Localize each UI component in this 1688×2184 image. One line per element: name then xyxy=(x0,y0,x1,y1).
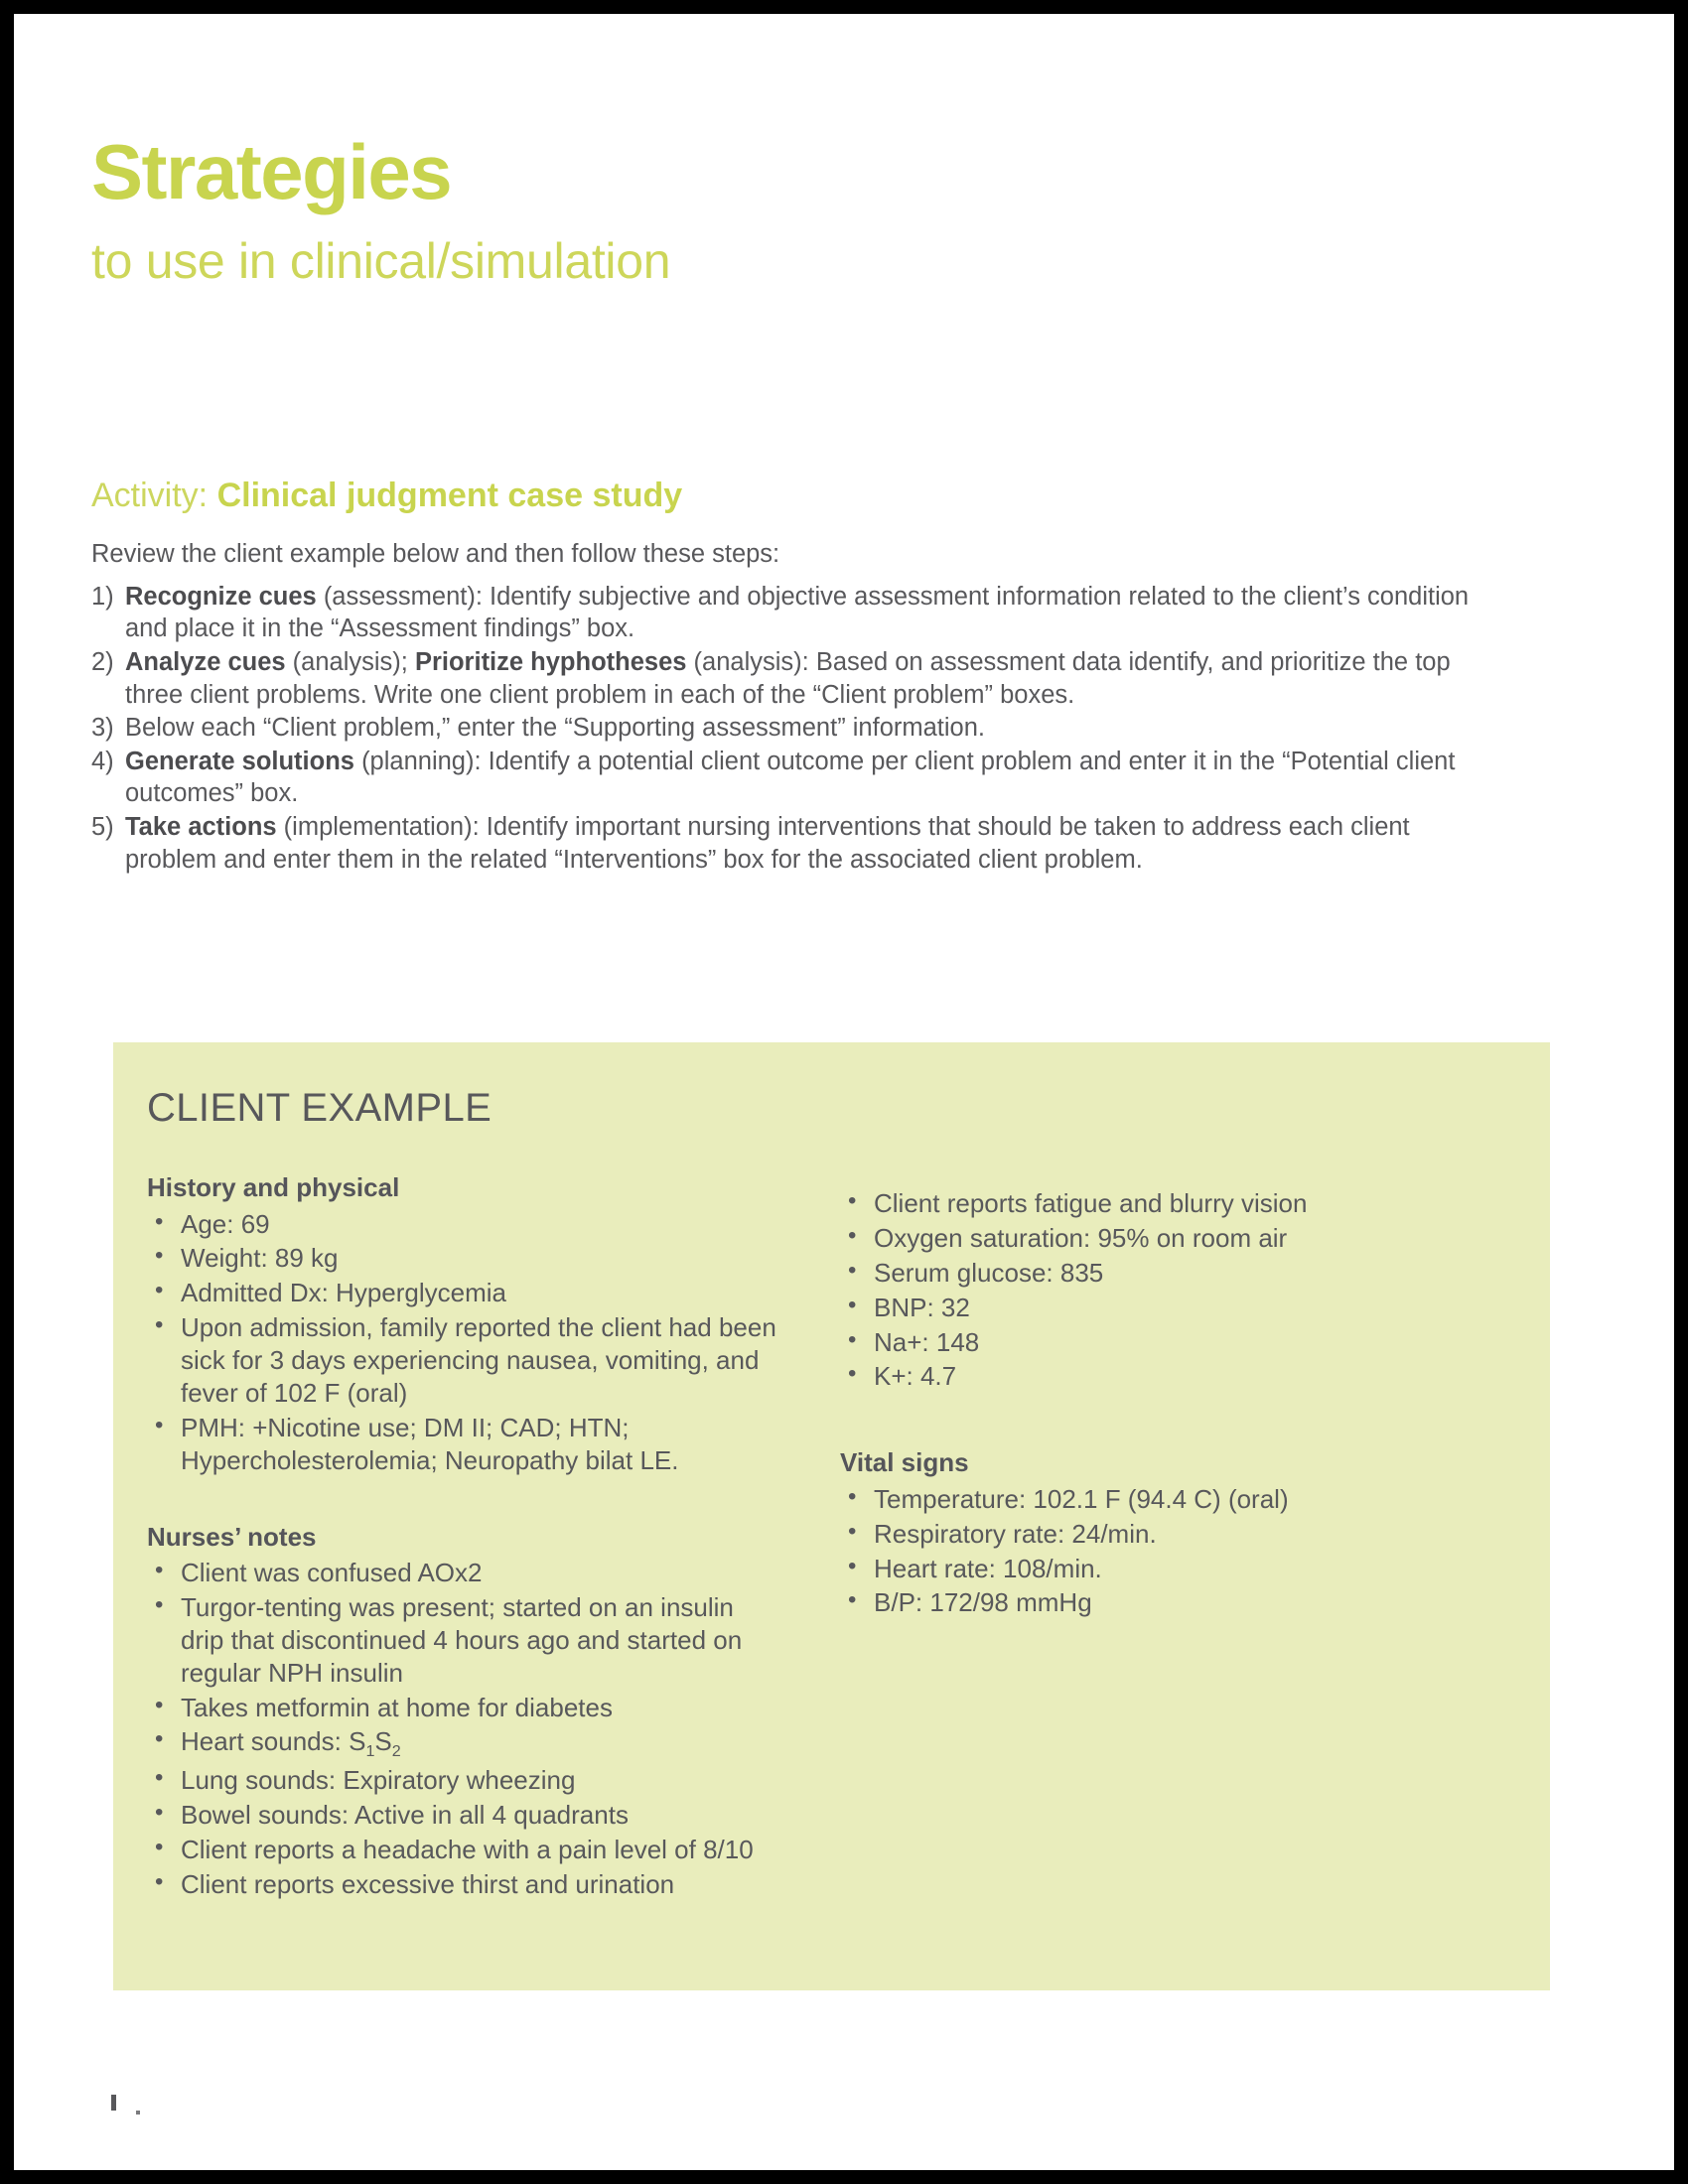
labs-and-findings-list xyxy=(840,1187,1476,1393)
activity-label: Activity: xyxy=(91,477,209,514)
masthead xyxy=(91,128,1481,289)
heart-sounds-mid: S xyxy=(374,1726,392,1757)
list-item: • Client reports fatigue and blurry vision xyxy=(840,1187,1476,1220)
step-bold-lead: Generate solutions xyxy=(125,747,354,775)
page-sheet xyxy=(14,14,1674,2170)
step-bold-lead: Recognize cues xyxy=(125,582,317,611)
step-text xyxy=(125,581,1501,645)
step-bold-lead: Take actions xyxy=(125,813,277,841)
heart-sounds-prefix: Heart sounds: S xyxy=(181,1726,366,1757)
list-item: • Age: 69 xyxy=(147,1208,782,1241)
list-item: • BNP: 32 xyxy=(840,1292,1476,1324)
step-text xyxy=(125,712,1501,745)
client-example-panel xyxy=(113,1042,1550,1990)
step-number: 4) xyxy=(91,747,114,775)
list-item-heart-sounds xyxy=(147,1725,782,1762)
step-bold-lead: Analyze cues xyxy=(125,647,286,676)
history-and-physical-heading: History and physical xyxy=(147,1172,400,1202)
step-number: 1) xyxy=(91,582,114,611)
list-item: • Lung sounds: Expiratory wheezing xyxy=(147,1764,782,1797)
vital-signs-list xyxy=(840,1483,1476,1620)
instruction-step-5 xyxy=(91,811,1501,876)
heart-sounds-sub-2: 2 xyxy=(391,1742,401,1761)
list-item: • Bowel sounds: Active in all 4 quadrants xyxy=(147,1799,782,1832)
step-mid: (analysis); xyxy=(285,647,415,676)
list-item: • B/P: 172/98 mmHg xyxy=(840,1586,1476,1619)
list-item: • Respiratory rate: 24/min. xyxy=(840,1518,1476,1551)
step-bold-second: Prioritize hyphotheses xyxy=(414,647,687,676)
step-number: 2) xyxy=(91,647,114,676)
step-rest: (implementation): Identify important nursing interventions that should be taken to address each client problem and enter them in the related “Interventions” box for the associated client problem. xyxy=(125,813,1410,874)
list-item: • Admitted Dx: Hyperglycemia xyxy=(147,1277,782,1309)
instruction-step-3 xyxy=(91,712,1501,745)
list-item: • Heart rate: 108/min. xyxy=(840,1553,1476,1585)
list-item: • Client reports a headache with a pain level of 8/10 xyxy=(147,1834,782,1866)
step-number: 3) xyxy=(91,714,114,743)
nurses-notes-heading: Nurses’ notes xyxy=(147,1521,317,1552)
list-item: • Client reports excessive thirst and urination xyxy=(147,1868,782,1901)
list-item: • PMH: +Nicotine use; DM II; CAD; HTN; Hypercholesterolemia; Neuropathy bilat LE. xyxy=(147,1412,782,1477)
list-item: • Takes metformin at home for diabetes xyxy=(147,1692,782,1724)
step-rest: (assessment): Identify subjective and objective assessment information related to the client’s condition and place it in the “Assessment findings” box. xyxy=(125,582,1470,643)
instruction-step-4 xyxy=(91,746,1501,810)
list-item: • Na+: 148 xyxy=(840,1326,1476,1359)
step-text xyxy=(125,746,1501,810)
activity-heading xyxy=(91,476,682,516)
step-rest: Below each “Client problem,” enter the “Supporting assessment” information. xyxy=(125,714,985,743)
client-example-right-column xyxy=(840,1171,1476,1902)
instructions-block xyxy=(91,538,1501,877)
list-item: • Oxygen saturation: 95% on room air xyxy=(840,1222,1476,1255)
list-item: • Serum glucose: 835 xyxy=(840,1257,1476,1290)
step-rest: (analysis): Based on assessment data identify, and prioritize the top three client problems. Write one client problem in each of the “Client problem” boxes. xyxy=(125,647,1451,709)
activity-title: Clinical judgment case study xyxy=(216,477,683,514)
list-item: • Temperature: 102.1 F (94.4 C) (oral) xyxy=(840,1483,1476,1516)
nurses-notes-list xyxy=(147,1557,782,1900)
instruction-step-2 xyxy=(91,646,1501,711)
list-item: • Weight: 89 kg xyxy=(147,1242,782,1275)
client-example-heading: CLIENT EXAMPLE xyxy=(147,1086,492,1130)
list-item: • Turgor-tenting was present; started on an insulin drip that discontinued 4 hours ago and started on regular NPH insulin xyxy=(147,1591,782,1690)
step-rest: (planning): Identify a potential client outcome per client problem and enter it in the “Potential client outcomes” box. xyxy=(125,747,1456,808)
list-item: • Upon admission, family reported the client had been sick for 3 days experiencing nausea, vomiting, and fever of 102 F (oral) xyxy=(147,1311,782,1410)
client-example-left-column xyxy=(147,1171,782,1902)
footer-artifact-dot xyxy=(136,2111,140,2115)
heart-sounds-sub-1: 1 xyxy=(365,1742,375,1761)
list-item: • K+: 4.7 xyxy=(840,1360,1476,1393)
instructions-intro: Review the client example below and then follow these steps: xyxy=(91,540,780,568)
step-text xyxy=(125,646,1501,711)
client-example-columns xyxy=(147,1171,1530,1902)
footer-artifact-mark xyxy=(111,2095,116,2111)
page-title: Strategies xyxy=(91,128,452,215)
vital-signs-heading: Vital signs xyxy=(840,1447,969,1478)
instruction-step-1 xyxy=(91,581,1501,645)
step-number: 5) xyxy=(91,813,114,841)
step-text xyxy=(125,811,1501,876)
page-subtitle: to use in clinical/simulation xyxy=(91,233,671,289)
history-and-physical-list xyxy=(147,1208,782,1477)
list-item: • Client was confused AOx2 xyxy=(147,1557,782,1589)
